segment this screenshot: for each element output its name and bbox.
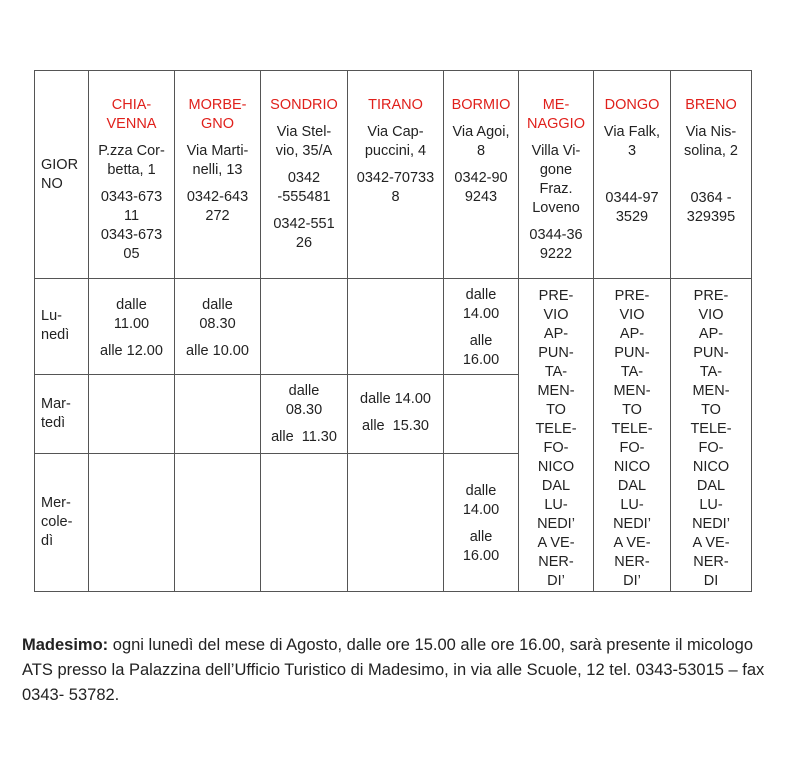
office-address: Fraz. — [539, 181, 573, 197]
slot-appointment-dongo — [594, 279, 671, 592]
office-address: betta, 1 — [107, 162, 156, 178]
slot-lunedi-tirano — [348, 279, 444, 375]
day-label-lunedi: Lu- nedì — [35, 279, 89, 375]
appointment-text-line: FO- — [698, 440, 724, 456]
appointment-text-line: A VE- — [613, 535, 651, 551]
slot-mercoledi-tirano — [348, 454, 444, 592]
office-address: solina, 2 — [683, 143, 738, 159]
note-heading: Madesimo: — [22, 636, 109, 654]
appointment-text-line: DI’ — [547, 573, 565, 589]
office-address: Villa Vi- — [531, 143, 581, 159]
office-phone: 26 — [295, 235, 313, 251]
appointment-text-line: FO- — [619, 440, 645, 456]
day-label-mercoledi: Mer- cole- dì — [35, 454, 89, 592]
appointment-text-line: NEDI’ — [537, 516, 575, 532]
office-header-chiavenna — [89, 71, 175, 279]
office-phone: 0342 — [287, 170, 321, 186]
office-address: gone — [539, 162, 573, 178]
appointment-text-line: LU- — [620, 497, 644, 513]
appointment-text-line: TO — [701, 402, 721, 418]
slot-lunedi-chiavenna: dalle 11.00 alle 12.00 — [89, 279, 175, 375]
appointment-text-line: NEDI’ — [692, 516, 730, 532]
note-text: ogni lunedì del mese di Agosto, dalle ore 15.00 alle ore 16.00, sarà presente il micologo ATS presso la Palazzina dell’Ufficio Turistico di Madesimo, in via alle Scuole, 12 tel. 0343-53015 – fax 0343- 53782. — [22, 636, 765, 704]
appointment-text-line: AP- — [698, 326, 724, 342]
appointment-text-line: DAL — [617, 478, 647, 494]
appointment-text-line: VIO — [619, 307, 645, 323]
office-address: Via Falk, — [603, 124, 661, 140]
appointment-text-line: A VE- — [692, 535, 730, 551]
appointment-text-line: AP- — [619, 326, 645, 342]
appointment-text-line: TO — [546, 402, 566, 418]
appointment-text-line: AP- — [543, 326, 569, 342]
appointment-text-line: DI’ — [623, 573, 641, 589]
slot-mercoledi-morbegno — [175, 454, 261, 592]
office-address: vio, 35/A — [275, 143, 333, 159]
office-phone: 0343-673 — [100, 189, 163, 205]
appointment-text-line: PRE- — [614, 288, 650, 304]
appointment-text-line: NICO — [613, 459, 651, 475]
office-city: ME- NAGGIO — [526, 97, 585, 132]
appointment-text-line: TA- — [699, 364, 723, 380]
office-city: TIRANO — [368, 97, 423, 113]
appointment-text-line: VIO — [698, 307, 724, 323]
office-header-menaggio — [519, 71, 594, 279]
office-phone: 9222 — [539, 246, 573, 262]
appointment-text-line: NER- — [614, 554, 650, 570]
slot-martedi-morbegno — [175, 374, 261, 454]
slot-lunedi-sondrio — [261, 279, 348, 375]
appointment-text-line: VIO — [543, 307, 569, 323]
slot-mercoledi-bormio: dalle 14.00 alle 16.00 — [444, 454, 519, 592]
slot-martedi-chiavenna — [89, 374, 175, 454]
office-phone: -555481 — [277, 189, 331, 205]
office-phone: 0342-90 — [454, 170, 508, 186]
office-phone: 0343-673 — [100, 227, 163, 243]
appointment-text-line: DAL — [541, 478, 571, 494]
office-address: 8 — [476, 143, 486, 159]
slot-martedi-sondrio: dalle 08.30 alle 11.30 — [261, 374, 348, 454]
office-phone: 272 — [205, 208, 230, 224]
office-address: Via Stel- — [276, 124, 332, 140]
appointment-text-line: NEDI’ — [613, 516, 651, 532]
day-label-martedi: Mar- tedì — [35, 374, 89, 454]
office-header-sondrio — [261, 71, 348, 279]
appointment-text-line: TELE- — [611, 421, 653, 437]
appointment-text-line: NICO — [692, 459, 730, 475]
office-phone: 11 — [123, 208, 140, 224]
appointment-text-line: PRE- — [538, 288, 574, 304]
office-city: DONGO — [604, 97, 660, 113]
office-address: puccini, 4 — [364, 143, 427, 159]
office-phone: 0342-643 — [186, 189, 249, 205]
appointment-text-line: NICO — [537, 459, 575, 475]
office-phone: 8 — [391, 189, 400, 205]
office-header-tirano — [348, 71, 444, 279]
appointment-text-line: PUN- — [538, 345, 574, 361]
office-address: Via Nis- — [685, 124, 737, 140]
appointment-text-line: MEN- — [692, 383, 730, 399]
appointment-text-line: TA- — [544, 364, 568, 380]
office-city: CHIA- VENNA — [106, 97, 157, 132]
office-address: Via Agoi, — [452, 124, 510, 140]
day-column-header — [35, 71, 89, 279]
madesimo-note — [22, 633, 782, 708]
office-phone: 3529 — [615, 209, 649, 225]
appointment-text-line: LU- — [699, 497, 723, 513]
appointment-text-line: MEN- — [613, 383, 651, 399]
office-phone: 0364 - — [690, 190, 732, 206]
appointment-text-line: FO- — [543, 440, 569, 456]
appointment-text-line: DAL — [696, 478, 726, 494]
appointment-text-line: TELE- — [690, 421, 732, 437]
slot-appointment-menaggio — [519, 279, 594, 592]
appointment-text-line: PUN- — [614, 345, 650, 361]
office-address: Via Marti- — [186, 143, 249, 159]
day-header-line: NO — [41, 175, 63, 192]
office-phone: 0344-36 — [529, 227, 583, 243]
appointment-text-line: DI — [703, 573, 719, 589]
office-city: BORMIO — [451, 97, 511, 113]
office-address: Loveno — [532, 200, 580, 216]
day-header-line: GIOR — [41, 156, 79, 173]
office-phone: 0342-70733 — [356, 170, 435, 186]
appointment-text-line: PUN- — [693, 345, 729, 361]
slot-lunedi-bormio: dalle 14.00 alle 16.00 — [444, 279, 519, 375]
appointment-text-line: NER- — [538, 554, 574, 570]
office-city: SONDRIO — [270, 97, 338, 113]
appointment-text-line: TA- — [620, 364, 644, 380]
appointment-text-line: NER- — [693, 554, 729, 570]
office-header-morbegno — [175, 71, 261, 279]
appointment-text-line: TELE- — [535, 421, 577, 437]
slot-appointment-breno — [671, 279, 752, 592]
office-header-dongo — [594, 71, 671, 279]
office-phone: 9243 — [464, 189, 498, 205]
office-phone: 05 — [123, 246, 140, 262]
office-address: 3 — [627, 143, 637, 159]
slot-martedi-bormio — [444, 374, 519, 454]
office-city: MORBE- GNO — [188, 97, 247, 132]
slot-mercoledi-sondrio — [261, 454, 348, 592]
appointment-text-line: LU- — [544, 497, 568, 513]
office-phone: 0342-551 — [273, 216, 335, 232]
appointment-text-line: MEN- — [537, 383, 575, 399]
slot-mercoledi-chiavenna — [89, 454, 175, 592]
office-address: nelli, 13 — [192, 162, 243, 178]
slot-martedi-tirano: dalle 14.00 alle 15.30 — [348, 374, 444, 454]
appointment-text-line: A VE- — [537, 535, 575, 551]
appointment-text-line: PRE- — [693, 288, 729, 304]
office-address: P.zza Cor- — [98, 143, 165, 159]
office-city: BRENO — [685, 97, 737, 113]
slot-lunedi-morbegno: dalle 08.30 alle 10.00 — [175, 279, 261, 375]
schedule-table — [34, 70, 752, 592]
office-phone: 329395 — [686, 209, 736, 225]
office-phone: 0344-97 — [605, 190, 659, 206]
appointment-text-line: TO — [622, 402, 642, 418]
office-address: Via Cap- — [367, 124, 424, 140]
office-header-breno — [671, 71, 752, 279]
office-header-bormio — [444, 71, 519, 279]
